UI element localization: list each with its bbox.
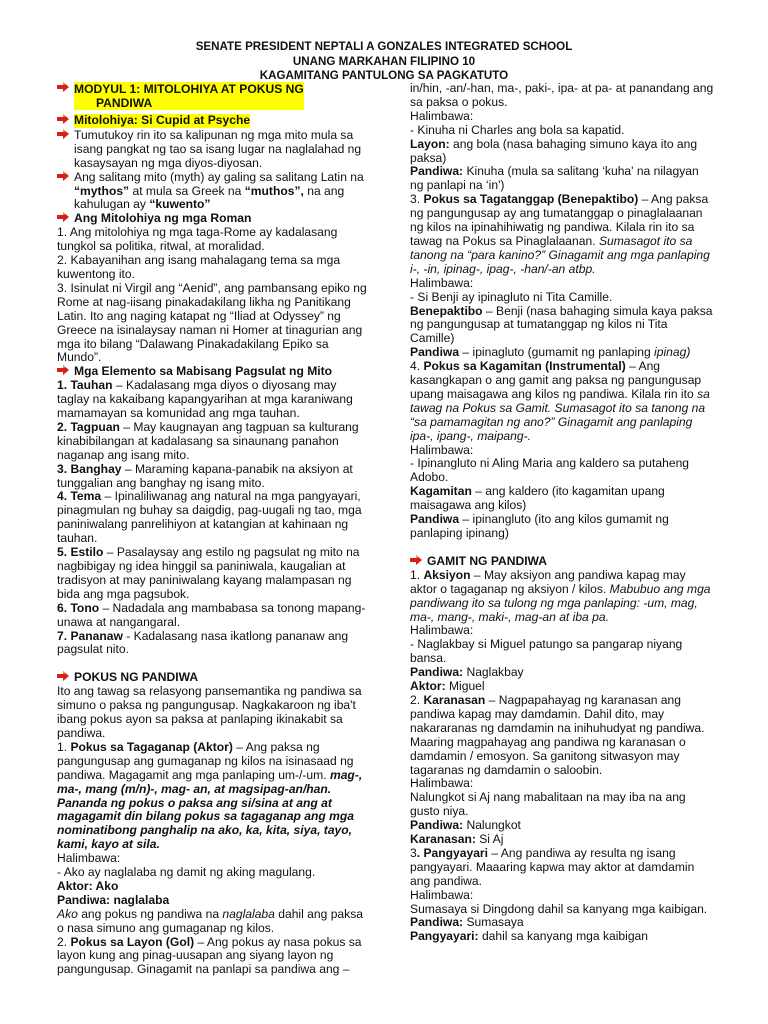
element-item [57, 490, 369, 546]
element-item [57, 602, 369, 630]
example-pandiwa [410, 916, 714, 930]
text-run: ang bola (nasa bahaging simuno kaya ito ang paksa) [410, 136, 698, 165]
pokus-affixes: Sumasagot ito sa tanong na “para kanino?” Ginagamit ang mga panlaping i-, -in, ipinag-, ipag-, -han/-an atbp. [410, 233, 710, 276]
text-run: – Benji (nasa bahaging simula kaya paksa ng pangungusap at tumatanggap ng kilos ni Tita Camille) [410, 303, 713, 346]
pokus-term: Pokus sa Tagatanggap (Benepaktibo) [423, 192, 639, 207]
example-karanasan [410, 833, 714, 847]
arrow-bullet-icon [57, 114, 69, 124]
term-kuwento: “kuwento” [149, 197, 211, 212]
label-term: Pandiwa: [410, 164, 464, 179]
modyul-heading [57, 82, 369, 110]
pokus-intro: Ito ang tawag sa relasyong pansemantika ng pandiwa sa simuno o paksa ng pangungusap. Nagkakaroon ng iba't ibang pokus ayon sa paksa at panlaping ikinakabit sa pandiwa. [57, 684, 362, 740]
label-term: Kagamitan [410, 484, 472, 499]
pokus-text: – Ang kasangkapan o ang gamit ang paksa ng pangungusap upang maisagawa ang kilos ng pandiwa. Kilala rin ito [410, 359, 702, 401]
text-run: dahil sa kanyang mga kaibigan [478, 929, 649, 944]
pokus-title: POKUS NG PANDIWA [74, 670, 199, 685]
text-run: Sumasaya [463, 915, 524, 930]
item-number: 4. [410, 359, 424, 374]
example-sentence: Nalungkot si Aj nang mabalitaan na may iba na ang gusto niya. [410, 790, 686, 819]
term-muthos: “muthos”, [244, 183, 304, 198]
arrow-bullet-icon [57, 212, 69, 222]
item-number: 3 [410, 845, 417, 860]
gamit-term: . Pangyayari [416, 845, 488, 860]
element-text: – Nadadala ang mambabasa sa tonong mapang-unawa at nangangaral. [57, 600, 366, 629]
left-column [57, 82, 369, 977]
document-header [0, 40, 768, 84]
right-column [410, 82, 714, 944]
gamit-item-3 [410, 847, 714, 889]
gamit-title: GAMIT NG PANDIWA [427, 553, 548, 568]
element-text: – May kaugnayan ang tagpuan sa kulturang kinabibilangan at kadalasang sa sinaunang panahon naganap ang isang mito. [57, 419, 359, 462]
example-label: Halimbawa: [410, 275, 474, 290]
quarter-title: UNANG MARKAHAN FILIPINO 10 [292, 54, 476, 68]
label-term: Benepaktibo [410, 303, 483, 318]
example-sentence: - Naglakbay si Miguel patungo sa pangarap niyang bansa. [410, 637, 683, 666]
element-term: 2. Tagpuan [57, 419, 120, 434]
gamit-item-2 [410, 694, 714, 777]
item-number: 1. [410, 567, 424, 582]
arrow-bullet-icon [57, 129, 69, 139]
text-run: Si Aj [475, 832, 504, 847]
example-kagamitan [410, 485, 714, 513]
example-aktor [410, 680, 714, 694]
example-explanation [57, 908, 369, 936]
gamit-text: – May aksiyon ang pandiwa kapag may aktor o tagaganap ng aksiyon / kilos. [410, 567, 686, 596]
example-pangyayari [410, 930, 714, 944]
example-benepaktibo [410, 305, 714, 347]
pokus-item-4 [410, 360, 714, 443]
text-run: – ipinangluto (ito ang kilos gumamit ng panlaping ipinang) [410, 512, 669, 540]
label-term: Aktor: [410, 679, 446, 694]
example-pandiwa [410, 819, 714, 833]
text-run: ang pokus ng pandiwa na [77, 906, 223, 921]
item-number: 2. [57, 934, 71, 949]
pokus-term: Pokus sa Kagamitan (Instrumental) [423, 359, 626, 374]
arrow-bullet-icon [57, 671, 69, 681]
example-layon [410, 138, 714, 166]
example-label: Halimbawa: [410, 776, 474, 791]
pokus-heading [57, 671, 369, 685]
gamit-item-1 [410, 569, 714, 625]
text-run: Miguel [445, 679, 485, 694]
element-item [57, 421, 369, 463]
example-label: Halimbawa: [57, 851, 121, 866]
example-aktor: Aktor: Ako [57, 878, 119, 893]
term-mythos: “mythos” [74, 183, 130, 198]
label-term: Pandiwa [410, 512, 460, 527]
text-run: at mula sa Greek na [129, 183, 245, 198]
text-run: – ang kaldero (ito kagamitan upang maisagawa ang kilos) [410, 484, 665, 513]
modyul-title-line2: PANDIWA [96, 96, 153, 110]
arrow-bullet-icon [410, 555, 422, 565]
mito-definition: Tumutukoy rin ito sa kalipunan ng mga mito mula sa isang pangkat ng tao sa isang lugar na naglalahad ng kasaysayan ng mga diyos-diyosan. [74, 127, 362, 170]
example-pandiwa: Pandiwa: naglalaba [57, 892, 170, 907]
pokus-term: Pokus sa Layon (Gol) [70, 934, 195, 949]
example-sentence: Sumasaya si Dingdong dahil sa kanyang mga kaibigan. [410, 901, 708, 916]
gamit-text: – Nagpapahayag ng karanasan ang pandiwa kapag may damdamin. Dahil dito, may nakararanas ng damdamin na inihuhudyat ng pandiwa. Maaring magpahayag ang pandiwa ng karanasan o damdamin / emosyon. Sa ganitong sitwasyon may tagaranas ng damdamin o saloobin. [410, 692, 705, 777]
label-term: Pandiwa: [410, 915, 464, 930]
element-item [57, 463, 369, 491]
item-number: 1. [57, 739, 71, 754]
element-term: 3. Banghay [57, 461, 122, 476]
roman-heading [57, 212, 369, 226]
pokus-affixes: mag-, ma-, mang (m/n)-, mag- an, at magsipag-an/han. Pananda ng pokus o paksa ang si/sina at ang at magagamit din bilang pokus sa tagaganap ang mga nominatibong panghalip na ako, ka, kita, siya, tayo, kami, kayo at sila. [57, 767, 363, 852]
example-pandiwa [410, 513, 714, 541]
mitolohiya-heading [57, 114, 369, 128]
element-text: - Kadalasang nasa ikatlong pananaw ang pagsulat nito. [57, 628, 349, 657]
modyul-title-line1: MODYUL 1: MITOLOHIYA AT POKUS NG [74, 82, 304, 96]
material-title: KAGAMITANG PANTULONG SA PAGKATUTO [259, 69, 509, 82]
example-pandiwa [410, 346, 714, 360]
element-text: – Ipinaliliwanag ang natural na mga pangyayari, pinagmulan ng buhay sa daigdig, pag-uugali ng tao, mga paniniwalang panrelihiyon at katangian at kahinaan ng tauhan. [57, 489, 362, 546]
mito-etymology [74, 171, 369, 213]
label-term: Pangyayari: [410, 929, 479, 944]
gamit-term: Karanasan [423, 692, 486, 707]
pokus-text: – Ang paksa ng pangungusap ang gumaganap ng kilos na isinasaad ng pandiwa. Magagamit ang mga panlaping um-/-um. [57, 739, 354, 782]
pokus-affixes: sa tawag na Pokus sa Gamit. Sumasagot ito sa tanong na “sa pamamagitan ng ano?” Ginagamit ang panlaping ipa-, ipang-, maipang-. [410, 386, 710, 443]
pokus-item-1 [57, 741, 369, 852]
bullet-item [57, 129, 369, 171]
pokus-text: – Ang pokus ay nasa pokus sa layon kung ang pinag-uusapan ang siyang layon ng pangungusap. Ginagamit na panlapi sa pandiwa ang – [57, 934, 362, 977]
gamit-term: Aksiyon [423, 567, 471, 582]
element-term: 4. Tema [57, 489, 102, 504]
text-run: naglalaba [222, 906, 275, 921]
roman-item-3: 3. Isinulat ni Virgil ang “Aenid”, ang pambansang epiko ng Rome at nag-iisang pinakadakilang likha ng Panitikang Latin. Ito ang naging katapat ng “Iliad at Odyssey” ng Greece na isinalaysay naman ni Homer at tinagurian ang mga ito bilang “Dalawang Pinakadakilang Epiko sa Mundo”. [57, 280, 367, 365]
gamit-affixes: Mabubuo ang mga pandiwang ito sa tulong ng mga panlaping: -um, mag, ma-, mang-, maki-, mag-an at iba pa. [410, 581, 711, 624]
roman-item-2: 2. Kabayanihan ang isang mahalagang tema sa mga kuwentong ito. [57, 253, 341, 281]
continued-text: in/hin, -an/-han, ma-, paki-, ipa- at pa- at panandang ang sa paksa o pokus. [410, 81, 714, 109]
pokus-text: – Ang paksa ng pangungusap ay ang tumatanggap o pinaglalaanan ng kilos na ipinahihiwatig ng pandiwa. Kilala rin ito sa tawag na Pokus sa Pinaglalaanan. [410, 192, 709, 248]
element-term: 1. Tauhan [57, 378, 113, 393]
elements-title: Mga Elemento sa Mabisang Pagsulat ng Mito [74, 364, 333, 379]
example-label: Halimbawa: [410, 887, 474, 902]
bullet-item [57, 171, 369, 213]
element-text: – Maraming kapana-panabik na aksiyon at tunggalian ang banghay ng isang mito. [57, 461, 353, 490]
text-run: na ang kahulugan ay [74, 183, 345, 212]
element-item [57, 546, 369, 602]
elements-heading [57, 365, 369, 379]
element-term: 6. Tono [57, 600, 100, 615]
example-sentence: - Si Benji ay ipinagluto ni Tita Camille. [410, 289, 613, 304]
arrow-bullet-icon [57, 82, 69, 92]
label-term: Layon: [410, 136, 450, 151]
pokus-term: Pokus sa Tagaganap (Aktor) [70, 739, 233, 754]
gamit-text: – Ang pandiwa ay resulta ng isang pangyayari. Maaaring kapwa may aktor at damdamin ang pandiwa. [410, 845, 695, 888]
text-run: dahil ang paksa o nasa simuno ang gumaganap ng kilos. [57, 906, 363, 935]
example-label: Halimbawa: [410, 108, 474, 123]
arrow-bullet-icon [57, 365, 69, 375]
gamit-heading [410, 555, 714, 569]
text-run: Nalungkot [463, 818, 521, 833]
pokus-item-2 [57, 936, 369, 978]
text-run: Naglakbay [463, 665, 524, 680]
mitolohiya-title: Mitolohiya: Si Cupid at Psyche [74, 113, 251, 127]
text-run: Ang salitang mito (myth) ay galing sa salitang Latin na [74, 169, 364, 184]
example-pandiwa [410, 666, 714, 680]
arrow-bullet-icon [57, 171, 69, 181]
school-name: SENATE PRESIDENT NEPTALI A GONZALES INTEGRATED SCHOOL [195, 40, 573, 53]
item-number: 3. [410, 192, 424, 207]
element-text: – Pasalaysay ang estilo ng pagsulat ng mito na nagbibigay ng idea hinggil sa paniniwala, kaugalian at tradisyon at may paniniwalang kayang malampasan ng bida ang mga pagsubok. [57, 545, 360, 601]
example-sentence: - Ipinangluto ni Aling Maria ang kaldero sa putaheng Adobo. [410, 456, 690, 485]
label-term: Pandiwa: [410, 818, 464, 833]
element-item [57, 630, 369, 658]
element-text: – Kadalasang mga diyos o diyosang may taglay na kakaibang kapangyarihan at mga karaniwang mamamayan sa komunidad ang mga tauhan. [57, 378, 353, 421]
element-term: 5. Estilo [57, 545, 104, 560]
example-sentence: - Ako ay naglalaba ng damit ng aking magulang. [57, 865, 316, 880]
item-number: 2. [410, 692, 424, 707]
text-run: Ako [57, 906, 78, 921]
pokus-item-3 [410, 193, 714, 276]
roman-title: Ang Mitolohiya ng mga Roman [74, 211, 252, 226]
example-label: Halimbawa: [410, 623, 474, 638]
roman-item-1: 1. Ang mitolohiya ng mga taga-Rome ay kadalasang tungkol sa politika, ritwal, at moralidad. [57, 225, 338, 254]
element-term: 7. Pananaw [57, 628, 123, 643]
label-term: Karanasan: [410, 832, 476, 847]
text-run: ipinag) [654, 345, 691, 360]
element-item [57, 379, 369, 421]
example-sentence: - Kinuha ni Charles ang bola sa kapatid. [410, 122, 625, 137]
text-run: Kinuha (mula sa salitang ‘kuha' na nilagyan ng panlapi na ‘in') [410, 164, 699, 193]
text-run: – ipinagluto (gumamit ng panlaping [459, 345, 655, 360]
example-pandiwa [410, 165, 714, 193]
example-label: Halimbawa: [410, 442, 474, 457]
label-term: Pandiwa: [410, 665, 464, 680]
label-term: Pandiwa [410, 345, 460, 360]
